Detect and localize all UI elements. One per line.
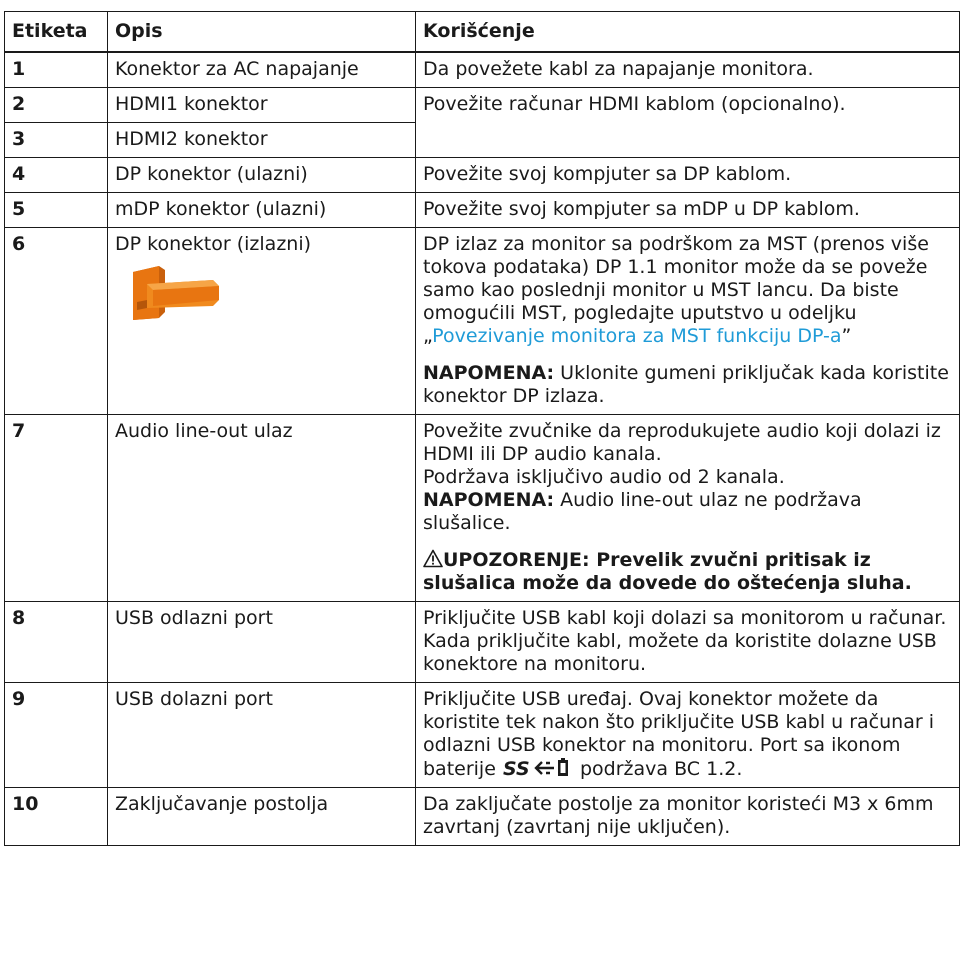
usage-line: Povežite zvučnike da reprodukujete audio koji dolazi iz HDMI ili DP audio kanala. xyxy=(423,420,941,465)
table-row xyxy=(5,415,960,602)
row-usage: Povežite svoj kompjuter sa mDP u DP kablom. xyxy=(416,193,960,228)
row-description: USB dolazni port xyxy=(108,683,416,788)
row-description: Zaključavanje postolja xyxy=(108,788,416,846)
note-label: NAPOMENA: xyxy=(423,489,555,511)
warning-triangle-icon xyxy=(423,549,443,568)
row-usage-paragraph xyxy=(423,233,951,348)
connector-table xyxy=(4,11,960,846)
row-description xyxy=(108,228,416,415)
mst-section-link[interactable]: Povezivanje monitora za MST funkciju DP-a xyxy=(432,325,842,347)
table-row xyxy=(5,683,960,788)
row-label: 10 xyxy=(5,788,108,846)
note-text: Uklonite gumeni priključak kada koristite konektor DP izlaza. xyxy=(423,362,949,407)
row-usage xyxy=(416,683,960,788)
row-label: 5 xyxy=(5,193,108,228)
warning-paragraph xyxy=(423,549,951,595)
table-row xyxy=(5,788,960,846)
row-label: 3 xyxy=(5,123,108,158)
row-usage: Povežite svoj kompjuter sa DP kablom. xyxy=(416,158,960,193)
header-description: Opis xyxy=(108,12,416,53)
usage-text: DP izlaz za monitor sa podrškom za MST (prenos više tokova podataka) DP 1.1 monitor može da se poveže samo kao poslednji monitor u MST lancu. Da biste omogućili MST, pogledajte uputstvo u odeljku „ xyxy=(423,233,929,347)
row-label: 6 xyxy=(5,228,108,415)
row-description: USB odlazni port xyxy=(108,602,416,683)
dp-out-rubber-plug-icon xyxy=(125,262,223,324)
note-label: NAPOMENA: xyxy=(423,362,555,384)
ss-usb-battery-icon xyxy=(502,757,574,779)
note-paragraph xyxy=(423,362,951,408)
row-description-text: DP konektor (izlazni) xyxy=(115,233,312,255)
row-usage: Da zaključate postolje za monitor koristeći M3 x 6mm zavrtanj (zavrtanj nije uključen). xyxy=(416,788,960,846)
header-usage: Korišćenje xyxy=(416,12,960,53)
row-description: mDP konektor (ulazni) xyxy=(108,193,416,228)
note-paragraph xyxy=(423,489,951,535)
note-text: Audio line-out ulaz ne podržava slušalice. xyxy=(423,489,862,534)
table-row xyxy=(5,52,960,88)
row-usage: Da povežete kabl za napajanje monitora. xyxy=(416,52,960,88)
table-row xyxy=(5,228,960,415)
row-usage xyxy=(416,228,960,415)
row-usage xyxy=(416,415,960,602)
row-label: 9 xyxy=(5,683,108,788)
row-description: HDMI2 konektor xyxy=(108,123,416,158)
usage-text-after: podržava BC 1.2. xyxy=(573,758,743,780)
header-label: Etiketa xyxy=(5,12,108,53)
row-usage: Priključite USB kabl koji dolazi sa monitorom u računar. Kada priključite kabl, možete da koristite dolazne USB konektore na monitoru. xyxy=(416,602,960,683)
table-row xyxy=(5,88,960,123)
table-header-row xyxy=(5,12,960,53)
row-description: Konektor za AC napajanje xyxy=(108,52,416,88)
row-description: HDMI1 konektor xyxy=(108,88,416,123)
row-label: 4 xyxy=(5,158,108,193)
row-label: 8 xyxy=(5,602,108,683)
table-row xyxy=(5,158,960,193)
table-row xyxy=(5,193,960,228)
usage-line: Podržava isključivo audio od 2 kanala. xyxy=(423,466,785,488)
svg-text:SS: SS xyxy=(502,758,530,779)
usage-quote-close: ” xyxy=(841,325,852,347)
row-label: 7 xyxy=(5,415,108,602)
table-row xyxy=(5,602,960,683)
row-label: 1 xyxy=(5,52,108,88)
warning-text: UPOZORENJE: Prevelik zvučni pritisak iz slušalica može da dovede do oštećenja sluha. xyxy=(423,549,912,594)
row-description: DP konektor (ulazni) xyxy=(108,158,416,193)
row-label: 2 xyxy=(5,88,108,123)
row-description: Audio line-out ulaz xyxy=(108,415,416,602)
usage-text: Priključite USB uređaj. Ovaj konektor možete da koristite tek nakon što priključite USB kabl u računar i odlazni USB konektor na monitoru. Port sa ikonom baterije xyxy=(423,688,934,780)
row-usage: Povežite računar HDMI kablom (opcionalno). xyxy=(416,88,960,158)
